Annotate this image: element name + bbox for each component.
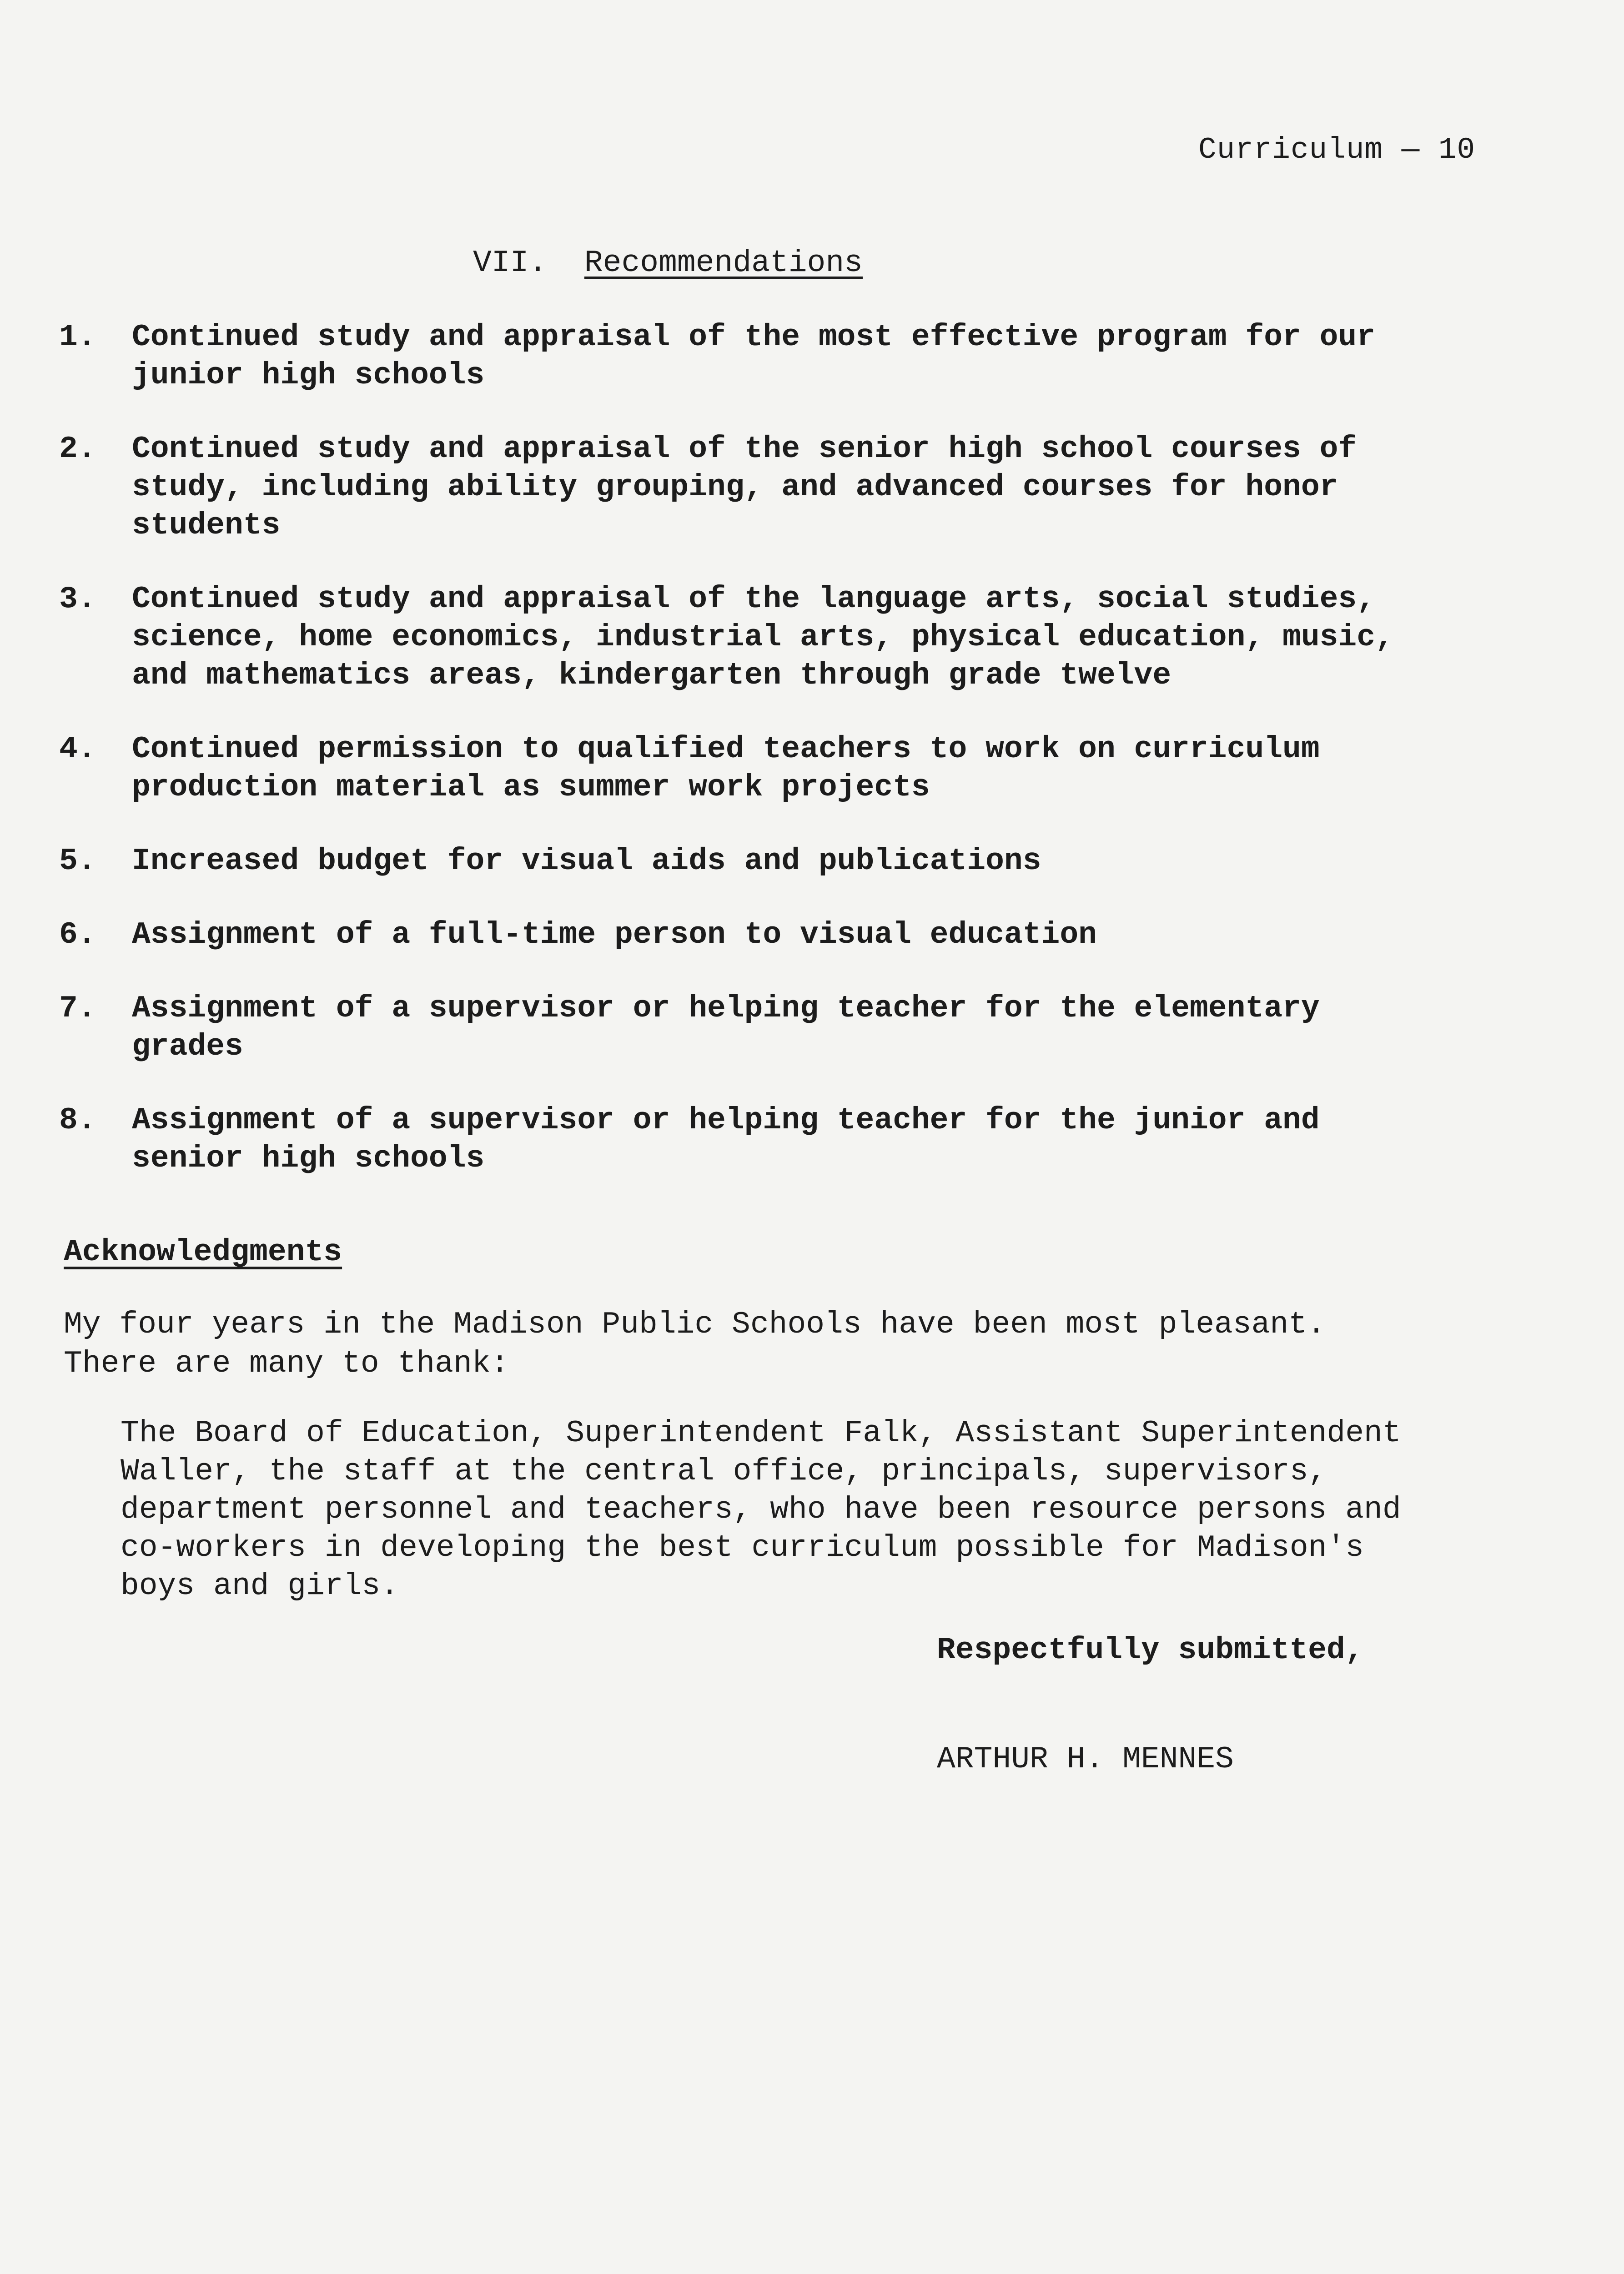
item-number: 7.	[59, 991, 96, 1026]
item-text: Continued study and appraisal of the most effective program for our junior high schools	[132, 320, 1376, 393]
item-number: 6.	[59, 917, 96, 952]
item-number: 4.	[59, 732, 96, 767]
item-number: 2.	[59, 432, 96, 467]
list-item	[59, 730, 1401, 807]
list-item	[59, 430, 1401, 545]
signature-name: ARTHUR H. MENNES	[937, 1742, 1234, 1777]
list-item	[59, 990, 1401, 1066]
list-item	[59, 1102, 1401, 1178]
item-number: 1.	[59, 320, 96, 355]
item-number: 3.	[59, 582, 96, 617]
item-text: Assignment of a supervisor or helping teacher for the elementary grades	[132, 991, 1320, 1064]
acknowledgments-intro: My four years in the Madison Public Schools have been most pleasant. There are many to thank:	[64, 1307, 1326, 1381]
section-title	[473, 246, 863, 281]
item-number: 8.	[59, 1103, 96, 1138]
item-text: Continued study and appraisal of the senior high school courses of study, including ability grouping, and advanced courses for honor students	[132, 432, 1357, 543]
list-item	[59, 580, 1401, 695]
list-item	[59, 842, 1401, 880]
item-text: Continued permission to qualified teachers to work on curriculum production material as summer work projects	[132, 732, 1320, 805]
acknowledgments-body: The Board of Education, Superintendent Falk, Assistant Superintendent Waller, the staff at the central office, principals, supervisors, department personnel and teachers, who have been resource persons and co-workers in developing the best curriculum possible for Madison's boys and girls.	[121, 1416, 1401, 1604]
recommendations-list	[59, 318, 1401, 1213]
item-text: Continued study and appraisal of the language arts, social studies, science, home economics, industrial arts, physical education, music, and mathematics areas, kindergarten through grade twelve	[132, 582, 1394, 693]
closing-line: Respectfully submitted,	[937, 1633, 1364, 1668]
section-number: VII.	[473, 246, 548, 281]
item-text: Increased budget for visual aids and publications	[132, 844, 1041, 879]
item-text: Assignment of a full-time person to visual education	[132, 917, 1097, 952]
acknowledgments-heading: Acknowledgments	[64, 1235, 342, 1270]
page-header: Curriculum — 10	[1198, 133, 1476, 167]
list-item	[59, 916, 1401, 954]
list-item	[59, 318, 1401, 395]
item-text: Assignment of a supervisor or helping teacher for the junior and senior high schools	[132, 1103, 1320, 1176]
section-heading: Recommendations	[584, 246, 863, 281]
item-number: 5.	[59, 844, 96, 879]
